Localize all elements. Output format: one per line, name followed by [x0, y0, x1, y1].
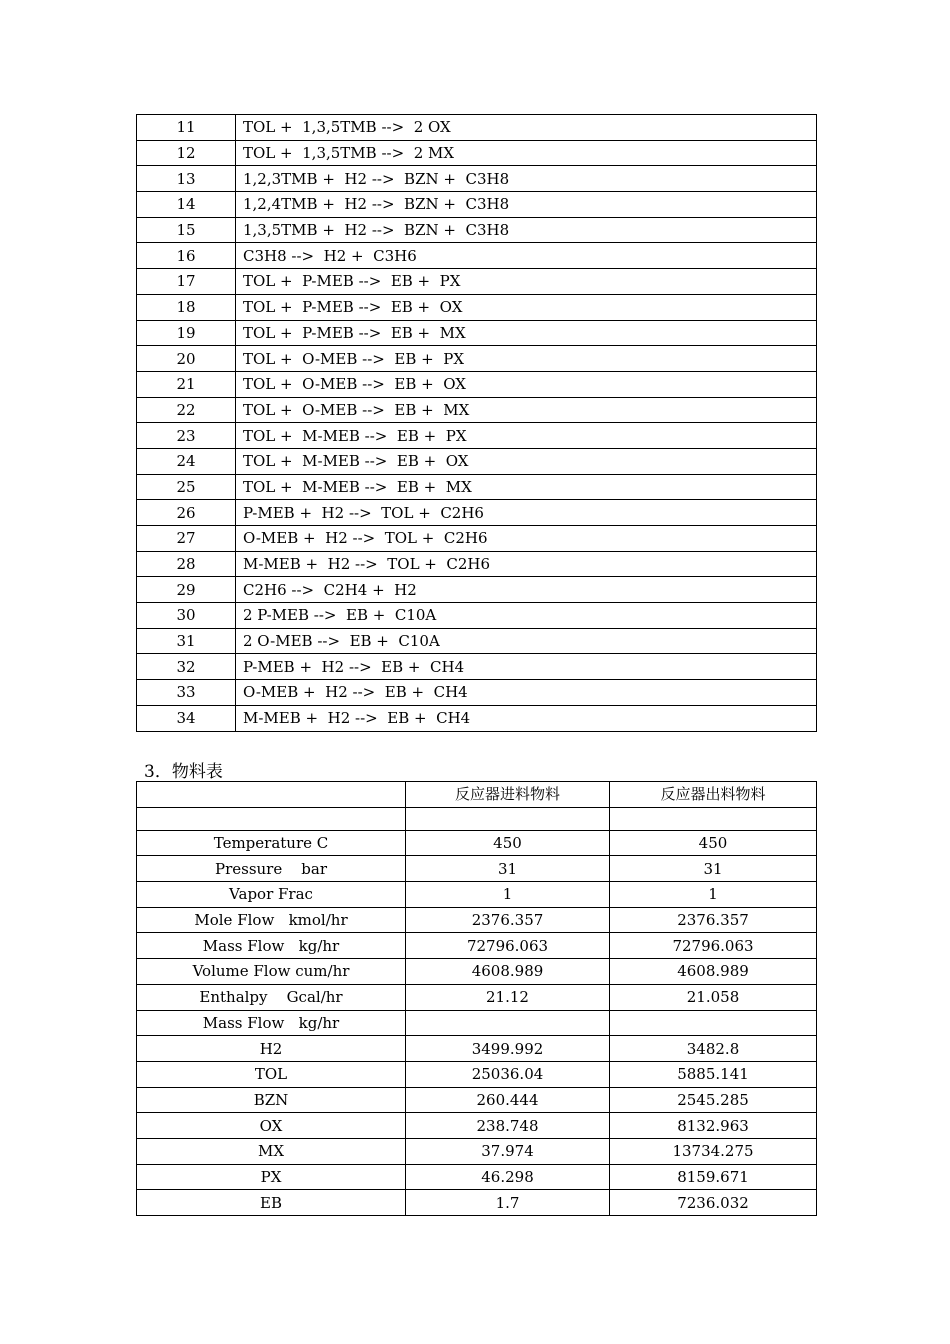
reaction-equation: O-MEB + H2 --> TOL + C2H6 [236, 526, 817, 552]
reaction-number: 12 [137, 140, 236, 166]
feed-value-cell: 3499.992 [406, 1036, 610, 1062]
reaction-equation: TOL + O-MEB --> EB + MX [236, 397, 817, 423]
reaction-equation: TOL + M-MEB --> EB + OX [236, 448, 817, 474]
table-row [137, 959, 817, 985]
reaction-equation: TOL + O-MEB --> EB + PX [236, 346, 817, 372]
reaction-number: 18 [137, 294, 236, 320]
reaction-equation: P-MEB + H2 --> EB + CH4 [236, 654, 817, 680]
reaction-equation: 1,2,4TMB + H2 --> BZN + C3H8 [236, 192, 817, 218]
table-row [137, 217, 817, 243]
reaction-number: 26 [137, 500, 236, 526]
parameter-cell: TOL [137, 1061, 406, 1087]
feed-value-cell [406, 807, 610, 830]
table-row [137, 140, 817, 166]
table-row [137, 192, 817, 218]
feed-value-cell: 46.298 [406, 1164, 610, 1190]
table-row [137, 166, 817, 192]
feed-value-cell: 238.748 [406, 1113, 610, 1139]
table-row [137, 1010, 817, 1036]
table-row [137, 423, 817, 449]
reaction-number: 16 [137, 243, 236, 269]
feed-value-cell: 2376.357 [406, 907, 610, 933]
feed-value-cell: 450 [406, 830, 610, 856]
reaction-number: 34 [137, 705, 236, 731]
reaction-number: 11 [137, 115, 236, 141]
header-cell-parameter [137, 782, 406, 808]
table-row [137, 680, 817, 706]
table-row [137, 115, 817, 141]
feed-value-cell: 25036.04 [406, 1061, 610, 1087]
material-balance-table [136, 781, 817, 1216]
reaction-equation: TOL + 1,3,5TMB --> 2 OX [236, 115, 817, 141]
reaction-equation: TOL + M-MEB --> EB + PX [236, 423, 817, 449]
parameter-cell: Pressure bar [137, 856, 406, 882]
feed-value-cell: 31 [406, 856, 610, 882]
parameter-cell: MX [137, 1138, 406, 1164]
reaction-number: 21 [137, 371, 236, 397]
feed-value-cell: 37.974 [406, 1138, 610, 1164]
reaction-number: 30 [137, 603, 236, 629]
parameter-cell: EB [137, 1190, 406, 1216]
table-row [137, 1061, 817, 1087]
reaction-number: 15 [137, 217, 236, 243]
parameter-cell: OX [137, 1113, 406, 1139]
reaction-number: 27 [137, 526, 236, 552]
reaction-number: 24 [137, 448, 236, 474]
reaction-equation: TOL + M-MEB --> EB + MX [236, 474, 817, 500]
table-row [137, 603, 817, 629]
parameter-cell: Enthalpy Gcal/hr [137, 984, 406, 1010]
table-row [137, 1164, 817, 1190]
table-row [137, 474, 817, 500]
table-row [137, 807, 817, 830]
parameter-cell: Temperature C [137, 830, 406, 856]
reaction-number: 25 [137, 474, 236, 500]
table-row [137, 577, 817, 603]
table-row [137, 1036, 817, 1062]
reaction-number: 32 [137, 654, 236, 680]
table-row [137, 294, 817, 320]
reaction-number: 17 [137, 269, 236, 295]
reaction-equation: 1,2,3TMB + H2 --> BZN + C3H8 [236, 166, 817, 192]
reaction-equation: 2 O-MEB --> EB + C10A [236, 628, 817, 654]
outlet-value-cell: 21.058 [610, 984, 817, 1010]
reaction-equation: 1,3,5TMB + H2 --> BZN + C3H8 [236, 217, 817, 243]
table-row [137, 705, 817, 731]
reaction-equation: C2H6 --> C2H4 + H2 [236, 577, 817, 603]
parameter-cell: Vapor Frac [137, 882, 406, 908]
table-row [137, 933, 817, 959]
table-row [137, 320, 817, 346]
table-row [137, 654, 817, 680]
outlet-value-cell [610, 1010, 817, 1036]
table-row [137, 882, 817, 908]
table-row [137, 830, 817, 856]
feed-value-cell: 4608.989 [406, 959, 610, 985]
feed-value-cell: 72796.063 [406, 933, 610, 959]
table-row [137, 1113, 817, 1139]
outlet-value-cell: 2376.357 [610, 907, 817, 933]
reaction-equation: M-MEB + H2 --> TOL + C2H6 [236, 551, 817, 577]
table-row [137, 500, 817, 526]
reaction-equation: TOL + P-MEB --> EB + MX [236, 320, 817, 346]
reaction-number: 13 [137, 166, 236, 192]
reaction-equation: TOL + P-MEB --> EB + OX [236, 294, 817, 320]
table-row [137, 243, 817, 269]
parameter-cell: Mass Flow kg/hr [137, 1010, 406, 1036]
feed-value-cell: 260.444 [406, 1087, 610, 1113]
outlet-value-cell: 8132.963 [610, 1113, 817, 1139]
table-row [137, 346, 817, 372]
header-cell-reactor-feed: 反应器进料物料 [406, 782, 610, 808]
outlet-value-cell: 3482.8 [610, 1036, 817, 1062]
outlet-value-cell: 72796.063 [610, 933, 817, 959]
reaction-number: 33 [137, 680, 236, 706]
table-row [137, 856, 817, 882]
reaction-equation: 2 P-MEB --> EB + C10A [236, 603, 817, 629]
reaction-number: 14 [137, 192, 236, 218]
parameter-cell: BZN [137, 1087, 406, 1113]
parameter-cell: Volume Flow cum/hr [137, 959, 406, 985]
reaction-equation: P-MEB + H2 --> TOL + C2H6 [236, 500, 817, 526]
reaction-equation: TOL + O-MEB --> EB + OX [236, 371, 817, 397]
outlet-value-cell: 2545.285 [610, 1087, 817, 1113]
feed-value-cell: 21.12 [406, 984, 610, 1010]
reaction-equation: TOL + P-MEB --> EB + PX [236, 269, 817, 295]
reaction-equation: TOL + 1,3,5TMB --> 2 MX [236, 140, 817, 166]
table-row [137, 526, 817, 552]
parameter-cell: Mole Flow kmol/hr [137, 907, 406, 933]
outlet-value-cell: 13734.275 [610, 1138, 817, 1164]
feed-value-cell: 1 [406, 882, 610, 908]
table-row [137, 1138, 817, 1164]
table-row [137, 628, 817, 654]
table-row [137, 1190, 817, 1216]
reaction-number: 22 [137, 397, 236, 423]
table-header-row [137, 782, 817, 808]
parameter-cell: H2 [137, 1036, 406, 1062]
feed-value-cell: 1.7 [406, 1190, 610, 1216]
table-row [137, 269, 817, 295]
reaction-equation: M-MEB + H2 --> EB + CH4 [236, 705, 817, 731]
reaction-number: 28 [137, 551, 236, 577]
reaction-number: 23 [137, 423, 236, 449]
outlet-value-cell: 450 [610, 830, 817, 856]
outlet-value-cell: 8159.671 [610, 1164, 817, 1190]
reactions-table [136, 114, 817, 732]
parameter-cell: Mass Flow kg/hr [137, 933, 406, 959]
reaction-equation: C3H8 --> H2 + C3H6 [236, 243, 817, 269]
reaction-number: 29 [137, 577, 236, 603]
table-row [137, 907, 817, 933]
table-row [137, 448, 817, 474]
outlet-value-cell: 4608.989 [610, 959, 817, 985]
table-row [137, 1087, 817, 1113]
reaction-number: 20 [137, 346, 236, 372]
feed-value-cell [406, 1010, 610, 1036]
outlet-value-cell: 5885.141 [610, 1061, 817, 1087]
header-cell-reactor-outlet: 反应器出料物料 [610, 782, 817, 808]
table-row [137, 984, 817, 1010]
table-row [137, 371, 817, 397]
outlet-value-cell: 1 [610, 882, 817, 908]
outlet-value-cell: 31 [610, 856, 817, 882]
table-row [137, 397, 817, 423]
parameter-cell: PX [137, 1164, 406, 1190]
reaction-number: 19 [137, 320, 236, 346]
outlet-value-cell [610, 807, 817, 830]
parameter-cell [137, 807, 406, 830]
outlet-value-cell: 7236.032 [610, 1190, 817, 1216]
reaction-equation: O-MEB + H2 --> EB + CH4 [236, 680, 817, 706]
reaction-number: 31 [137, 628, 236, 654]
section-heading: 3．物料表 [144, 762, 223, 782]
table-row [137, 551, 817, 577]
